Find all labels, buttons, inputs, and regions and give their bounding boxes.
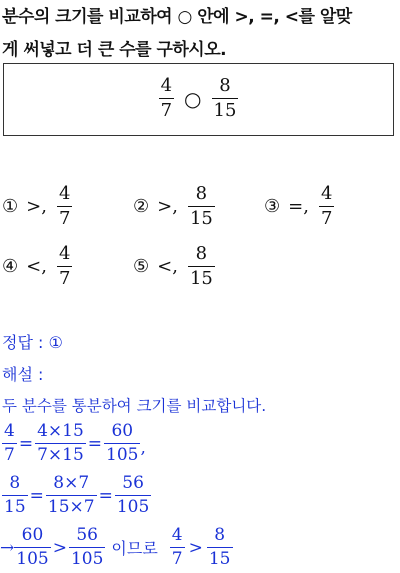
fraction: [35, 423, 86, 464]
option-mark: ①: [2, 196, 19, 217]
denominator: 7: [160, 100, 173, 121]
denominator: 15: [189, 208, 213, 229]
equation-2: [2, 475, 151, 516]
option-fraction: [319, 185, 334, 228]
numerator: 8: [9, 473, 21, 493]
denominator: 7: [320, 208, 333, 229]
option-mark: ④: [2, 256, 19, 277]
denominator: 7: [4, 445, 15, 465]
question-line-1: 분수의 크기를 비교하여 ○ 안에 >, =, <를 알맞: [2, 7, 352, 27]
solution-intro: 두 분수를 통분하여 크기를 비교합니다.: [2, 397, 267, 415]
option-5[interactable]: [133, 245, 215, 288]
fraction: [104, 423, 140, 464]
equals-sign: =: [87, 433, 103, 454]
fraction: [115, 475, 151, 516]
denominator: 105: [116, 497, 150, 517]
numerator: 8: [195, 183, 208, 204]
numerator: 4: [58, 243, 71, 264]
equation-1: [2, 423, 146, 464]
numerator: 8: [214, 525, 226, 545]
blank-circle: ○: [184, 86, 202, 111]
denominator: 15×7: [47, 497, 95, 517]
numerator: 4: [171, 525, 183, 545]
answer-label: 정답 : ①: [2, 333, 63, 352]
denominator: 15: [213, 100, 237, 121]
explain-label: 해설 :: [2, 365, 44, 384]
comma: ,: [140, 438, 146, 458]
numerator: 4: [4, 421, 15, 441]
numerator: 4: [160, 75, 173, 96]
equals-sign: =: [98, 485, 113, 506]
option-fraction: [188, 245, 215, 288]
numerator: 60: [21, 525, 44, 545]
denominator: 105: [106, 445, 139, 465]
option-4[interactable]: [2, 245, 72, 288]
arrow-icon: →: [0, 537, 15, 558]
comparison-box: [3, 63, 394, 136]
option-mark: ③: [264, 196, 281, 217]
denominator: 15: [208, 549, 231, 569]
denominator: 7: [58, 268, 71, 289]
numerator: 56: [122, 473, 144, 493]
option-fraction: [188, 185, 215, 228]
numerator: 56: [76, 525, 98, 545]
greater-than-sign: >: [52, 537, 67, 558]
therefore-text: 이므로: [111, 539, 158, 558]
denominator: 105: [70, 549, 104, 569]
greater-than-sign: >: [188, 537, 203, 558]
denominator: 7: [58, 208, 71, 229]
numerator: 8×7: [53, 473, 90, 493]
numerator: 60: [111, 421, 134, 441]
option-symbol: <,: [157, 256, 178, 277]
fraction: [14, 527, 50, 568]
numerator: 4: [58, 183, 71, 204]
option-3[interactable]: [264, 185, 334, 228]
option-symbol: =,: [288, 196, 309, 217]
option-symbol: <,: [26, 256, 47, 277]
option-2[interactable]: [133, 185, 215, 228]
numerator: 4: [320, 183, 333, 204]
question-line-2: 게 써넣고 더 큰 수를 구하시오.: [2, 40, 227, 60]
right-fraction: [212, 77, 239, 120]
fraction: [2, 475, 28, 516]
numerator: 8: [219, 75, 231, 96]
denominator: 15: [4, 497, 26, 517]
option-symbol: >,: [26, 196, 47, 217]
numerator: 4×15: [37, 421, 84, 441]
option-fraction: [57, 185, 72, 228]
fraction: [207, 527, 233, 568]
option-mark: ⑤: [133, 256, 150, 277]
equals-sign: =: [18, 433, 34, 454]
option-mark: ②: [133, 196, 150, 217]
fraction: [69, 527, 105, 568]
denominator: 15: [189, 268, 213, 289]
denominator: 7×15: [37, 445, 84, 465]
equation-3: [0, 527, 233, 568]
equals-sign: =: [29, 485, 44, 506]
option-symbol: >,: [157, 196, 178, 217]
option-fraction: [57, 245, 72, 288]
option-1[interactable]: [2, 185, 72, 228]
left-fraction: [159, 77, 174, 120]
denominator: 105: [16, 549, 49, 569]
denominator: 7: [171, 549, 183, 569]
fraction: [2, 423, 17, 464]
numerator: 8: [195, 243, 208, 264]
fraction: [170, 527, 185, 568]
fraction: [46, 475, 97, 516]
